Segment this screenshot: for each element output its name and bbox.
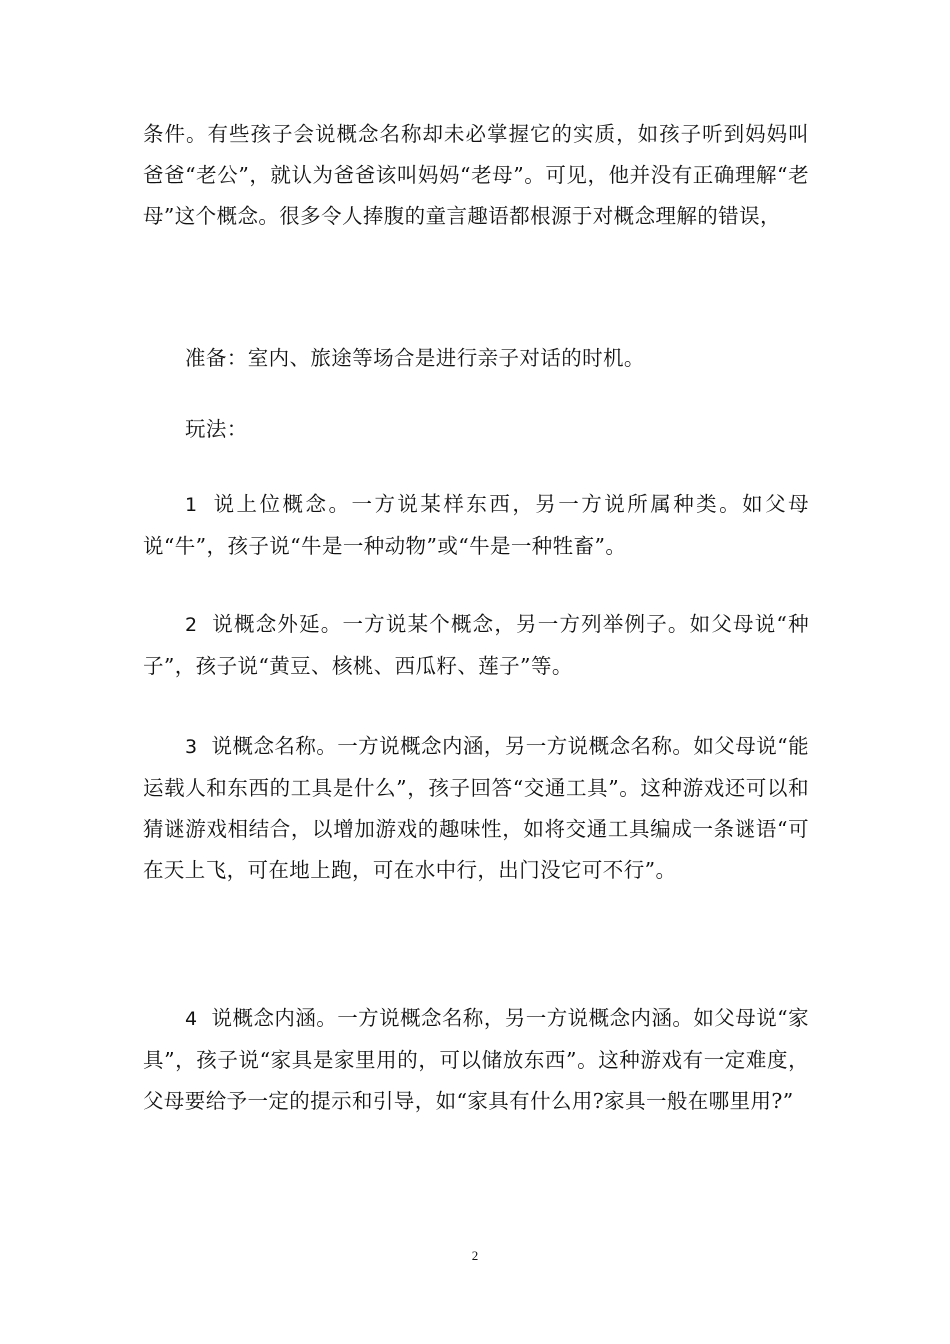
list-item-number: 4: [185, 1008, 198, 1030]
list-item-concept-extension: [143, 604, 809, 687]
paragraph-text: 准备：室内、旅途等场合是进行亲子对话的时机。: [185, 346, 645, 370]
list-item-number: 1: [185, 494, 198, 516]
paragraph-text: 玩法：: [185, 417, 248, 441]
list-item-number: 2: [185, 614, 198, 636]
list-item-text: 说上位概念。一方说某样东西，另一方说所属种类。如父母说“牛”，孩子说“牛是一种动物”或“牛是一种牲畜”。: [143, 492, 809, 558]
list-item-text: 说概念外延。一方说某个概念，另一方列举例子。如父母说“种子”，孩子说“黄豆、核桃、西瓜籽、莲子”等。: [143, 612, 809, 678]
list-item-concept-name: [143, 726, 809, 891]
list-item-text: 说概念内涵。一方说概念名称，另一方说概念内涵。如父母说“家具”，孩子说“家具是家里用的，可以储放东西”。这种游戏有一定难度，父母要给予一定的提示和引导，如“家具有什么用?家具一般在哪里用?”: [143, 1006, 809, 1113]
list-item-number: 3: [185, 736, 198, 758]
paragraph-text: 条件。有些孩子会说概念名称却未必掌握它的实质，如孩子听到妈妈叫爸爸“老公”，就认为爸爸该叫妈妈“老母”。可见，他并没有正确理解“老母”这个概念。很多令人捧腹的童言趣语都根源于对概念理解的错误，: [143, 122, 809, 228]
list-item-text: 说概念名称。一方说概念内涵，另一方说概念名称。如父母说“能运载人和东西的工具是什么”，孩子回答“交通工具”。这种游戏还可以和猜谜游戏相结合，以增加游戏的趣味性，如将交通工具编成一条谜语“可在天上飞，可在地上跑，可在水中行，出门没它可不行”。: [143, 734, 809, 882]
paragraph-concept-misunderstanding: [143, 114, 809, 237]
list-item-superordinate-concept: [143, 484, 809, 567]
paragraph-preparation: [143, 338, 809, 379]
list-item-concept-connotation: [143, 998, 809, 1122]
page-number: 2: [471, 1248, 479, 1263]
paragraph-how-to-play: [143, 409, 809, 450]
